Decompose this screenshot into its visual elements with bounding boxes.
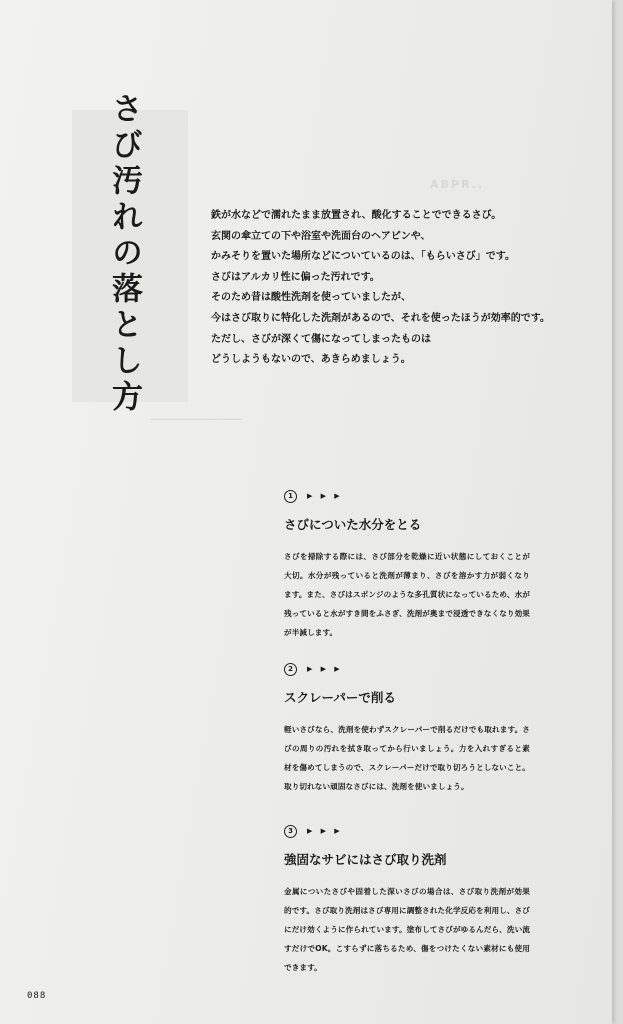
page-title: さび汚れの落とし方 xyxy=(106,92,142,416)
section-body: 金属についたさびや固着した深いさびの場合は、さび取り洗剤が効果的です。さび取り洗剤はさび専用に調整された化学反応を利用し、さびにだけ効くように作られています。塗布してさびがゆるんだら、洗い流すだけでOK。こすらずに落ちるため、傷をつけたくない素材にも使用できます。 xyxy=(284,887,530,972)
intro-line: 鉄が水などで濡れたまま放置され、酸化することでできるさび。 xyxy=(211,210,502,221)
intro-line: ただし、さびが深くて傷になってしまったものは xyxy=(211,333,431,345)
section-header xyxy=(284,824,534,838)
intro-line: 今はさび取りに特化した洗剤があるので、それを使ったほうが効率的です。 xyxy=(211,312,550,324)
intro-line: 玄関の傘立ての下や浴室や洗面台のヘアピンや、 xyxy=(211,230,431,242)
show-through-text: ━━━━━━━━━━━━━━━━━━━ xyxy=(150,415,242,424)
step-number-badge: 2 xyxy=(284,663,297,676)
section-2 xyxy=(284,662,534,796)
triangle-arrows-icon: ▶ ▶ ▶ xyxy=(307,492,343,500)
section-header xyxy=(284,662,534,676)
section-body: 軽いさびなら、洗剤を使わずスクレーパーで削るだけでも取れます。さびの周りの汚れを拭き取ってから行いましょう。力を入れすぎると素材を傷めてしまうので、スクレーパーだけで取り切ろうとしないこと。取り切れない頑固なさびには、洗剤を使いましょう。 xyxy=(284,725,530,791)
step-number-badge: 3 xyxy=(284,825,297,838)
triangle-arrows-icon: ▶ ▶ ▶ xyxy=(307,665,343,673)
intro-text xyxy=(211,206,551,371)
section-title: さびについた水分をとる xyxy=(284,517,422,532)
page-number: 088 xyxy=(27,991,47,1001)
section-title: 強固なサビにはさび取り洗剤 xyxy=(284,852,447,867)
section-3 xyxy=(284,824,534,977)
intro-line: どうしようもないので、あきらめましょう。 xyxy=(211,354,411,366)
show-through-text: ABPR.. xyxy=(430,178,484,191)
section-header xyxy=(284,489,534,503)
intro-line: さびはアルカリ性に偏った汚れです。 xyxy=(211,271,380,283)
intro-line: かみそりを置いた場所などについているのは、「もらいさび」です。 xyxy=(211,251,515,263)
intro-line: そのため昔は酸性洗剤を使っていましたが、 xyxy=(211,292,411,304)
triangle-arrows-icon: ▶ ▶ ▶ xyxy=(307,827,343,835)
section-1 xyxy=(284,489,534,642)
step-number-badge: 1 xyxy=(284,490,297,503)
section-title: スクレーパーで削る xyxy=(284,690,396,705)
section-body: さびを掃除する際には、さび部分を乾燥に近い状態にしておくことが大切。水分が残っていると洗剤が薄まり、さびを溶かす力が弱くなります。また、さびはスポンジのような多孔質状になっているため、水が残っていると水がすき間をふさぎ、洗剤が奥まで浸透できなくなり効果が半減します。 xyxy=(284,552,530,637)
